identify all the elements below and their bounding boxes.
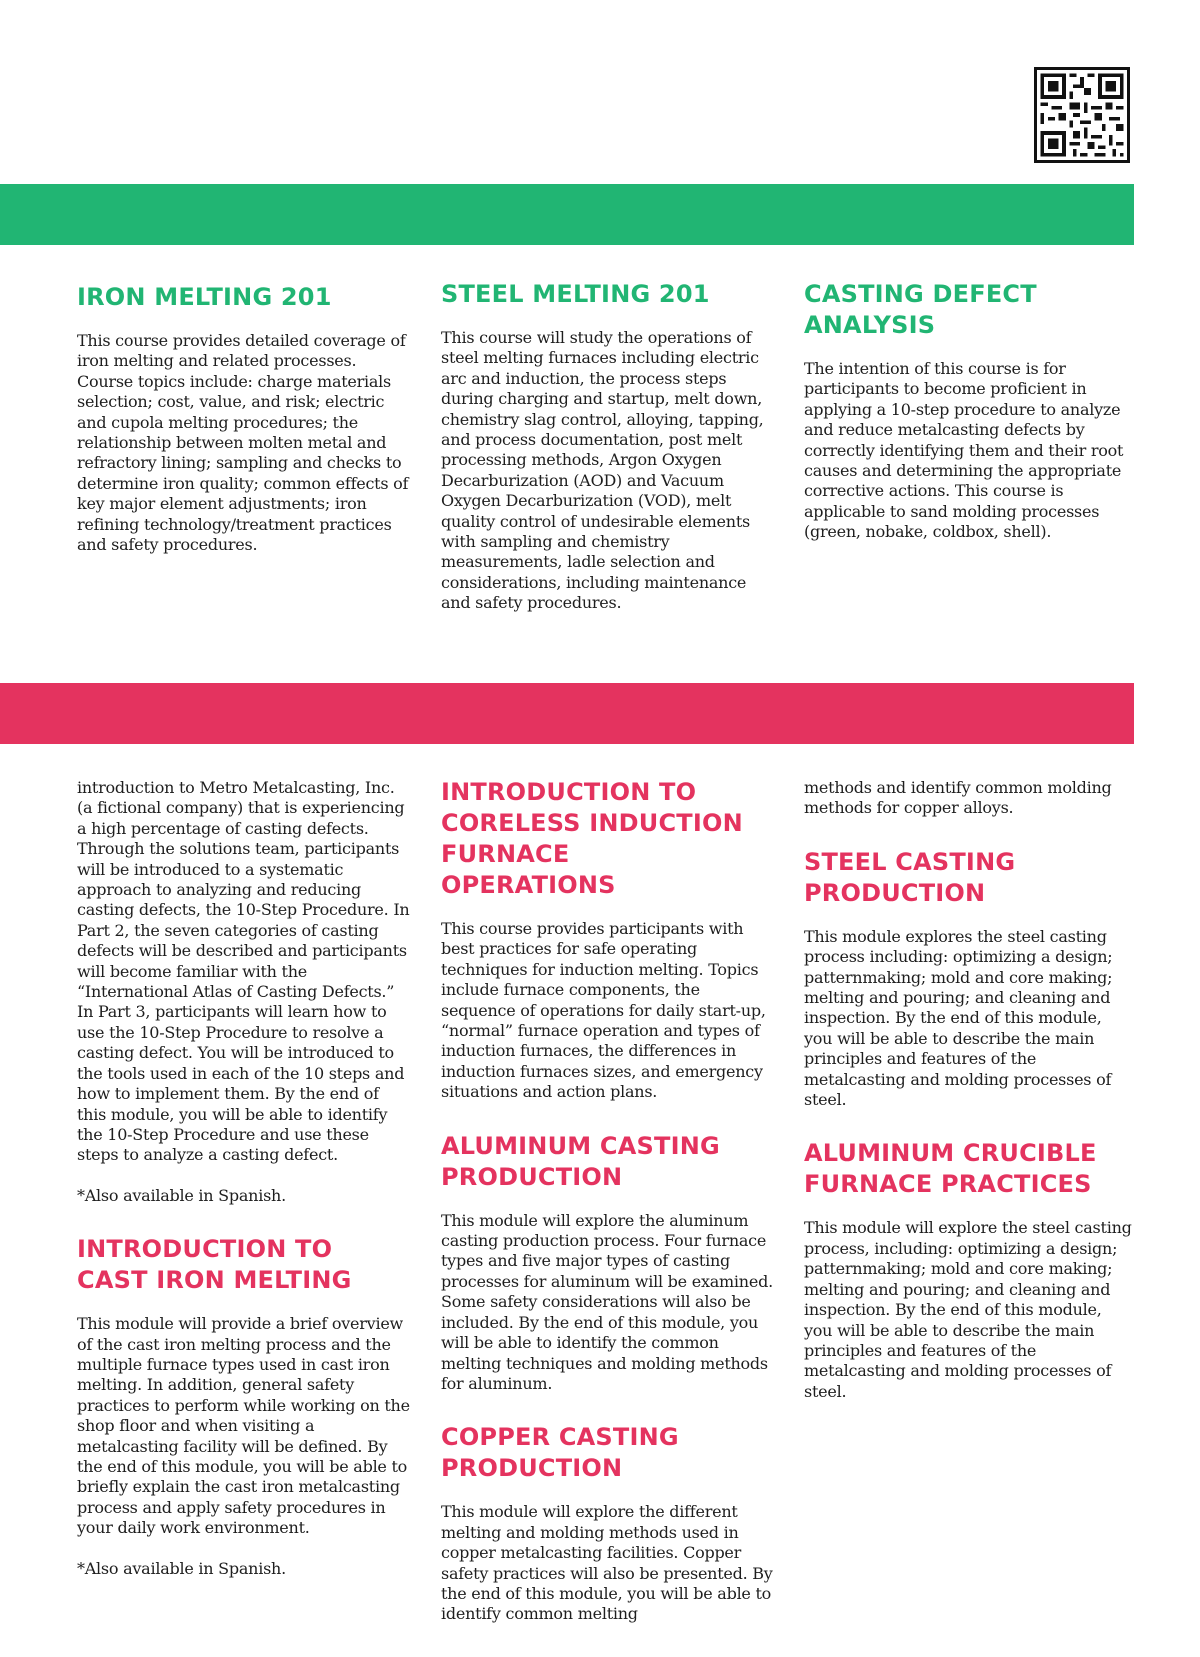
bottom-column-2 bbox=[441, 777, 776, 1625]
course-description: This course provides detailed coverage of iron melting and related processes. Course topics include: charge materials selection; cost, value, and risk; electric and cupola melting procedures; the relationship between molten metal and refractory lining; sampling and checks to determine iron quality; common effects of key major element adjustments; iron refining technology/treatment practices and safety procedures. bbox=[77, 331, 409, 555]
course-description: This module will explore the steel casting process, including: optimizing a design; patternmaking; mold and core making; melting and pouring; and cleaning and inspection. By the end of this module, you will be able to describe the main principles and features of the metalcasting and molding processes of steel. bbox=[804, 1218, 1132, 1401]
course-title: ALUMINUM CASTING PRODUCTION bbox=[441, 1131, 720, 1191]
qr-code-icon bbox=[1037, 70, 1127, 160]
course-description: This course provides participants with best practices for safe operating techniques for induction melting. Topics include furnace components, the sequence of operations for daily start-up, “normal” furnace operation and types of induction furnaces, the differences in induction furnaces sizes, and emergency situations and action plans. bbox=[441, 919, 766, 1102]
course-description: This module will provide a brief overview of the cast iron melting process and the multiple furnace types used in cast iron melting. In addition, general safety practices to perform while working on the shop floor and when visiting a metalcasting facility will be defined. By the end of this module, you will be able to briefly explain the cast iron metalcasting process and apply safety procedures in your daily work environment. bbox=[77, 1314, 410, 1538]
course-title: INTRODUCTION TO CAST IRON MELTING bbox=[77, 1235, 352, 1295]
course-description: This module explores the steel casting process including: optimizing a design; patternmaking; mold and core making; melting and pouring; and cleaning and inspection. By the end of this module, you will be able to describe the main principles and features of the metalcasting and molding processes of steel. bbox=[804, 926, 1113, 1110]
course-title: STEEL MELTING 201 bbox=[441, 280, 710, 308]
red-section-band bbox=[0, 683, 1134, 744]
course-title: IRON MELTING 201 bbox=[77, 283, 332, 311]
course-description: This module will explore the aluminum casting production process. Four furnace types and five major types of casting processes for aluminum will be examined. Some safety considerations will also be included. By the end of this module, you will be able to identify the common melting techniques and molding methods for aluminum. bbox=[441, 1210, 773, 1393]
spanish-note: *Also available in Spanish. bbox=[77, 1558, 286, 1578]
green-section-band bbox=[0, 184, 1134, 245]
course-title: STEEL CASTING PRODUCTION bbox=[804, 847, 1016, 907]
iron-melting-course bbox=[77, 282, 412, 555]
course-description: This module will explore the different melting and molding methods used in copper metalcasting facilities. Copper safety practices will also be presented. By the end of this module, you will be able to identify common melting bbox=[441, 1502, 773, 1624]
qr-code[interactable] bbox=[1034, 67, 1130, 163]
course-description: This course will study the operations of steel melting furnaces including electric arc and induction, the process steps during charging and startup, melt down, chemistry slag control, alloying, tapping, and process documentation, post melt processing methods, Argon Oxygen Decarburization (AOD) and Vacuum Oxygen Decarburization (VOD), melt quality control of undesirable elements with sampling and chemistry measurements, ladle selection and considerations, including maintenance and safety procedures. bbox=[441, 328, 764, 613]
steel-melting-course bbox=[441, 279, 776, 614]
bottom-column-1 bbox=[77, 778, 412, 1579]
course-title: ALUMINUM CRUCIBLE FURNACE PRACTICES bbox=[804, 1139, 1097, 1199]
course-title: COPPER CASTING PRODUCTION bbox=[441, 1423, 679, 1483]
course-title: INTRODUCTION TO CORELESS INDUCTION FURNACE OPERATIONS bbox=[441, 778, 743, 899]
continued-description: methods and identify common molding methods for copper alloys. bbox=[804, 778, 1112, 818]
bottom-column-3 bbox=[804, 778, 1134, 1402]
continued-description: introduction to Metro Metalcasting, Inc. (a fictional company) that is experiencing a high percentage of casting defects. Through the solutions team, participants will be introduced to a systematic approach to analyzing and reducing casting defects, the 10-Step Procedure. In Part 2, the seven categories of casting defects will be described and participants will become familiar with the “International Atlas of Casting Defects.” In Part 3, participants will learn how to use the 10-Step Procedure to resolve a casting defect. You will be introduced to the tools used in each of the 10 steps and how to implement them. By the end of this module, you will be able to identify the 10-Step Procedure and use these steps to analyze a casting defect. bbox=[77, 778, 410, 1165]
course-description: The intention of this course is for participants to become proficient in applying a 10-step procedure to analyze and reduce metalcasting defects by correctly identifying them and their root causes and determining the appropriate corrective actions. This course is applicable to sand molding processes (green, nobake, coldbox, shell). bbox=[804, 359, 1124, 542]
casting-defect-course bbox=[804, 279, 1134, 543]
course-title: CASTING DEFECT ANALYSIS bbox=[804, 280, 1037, 339]
spanish-note: *Also available in Spanish. bbox=[77, 1185, 286, 1205]
